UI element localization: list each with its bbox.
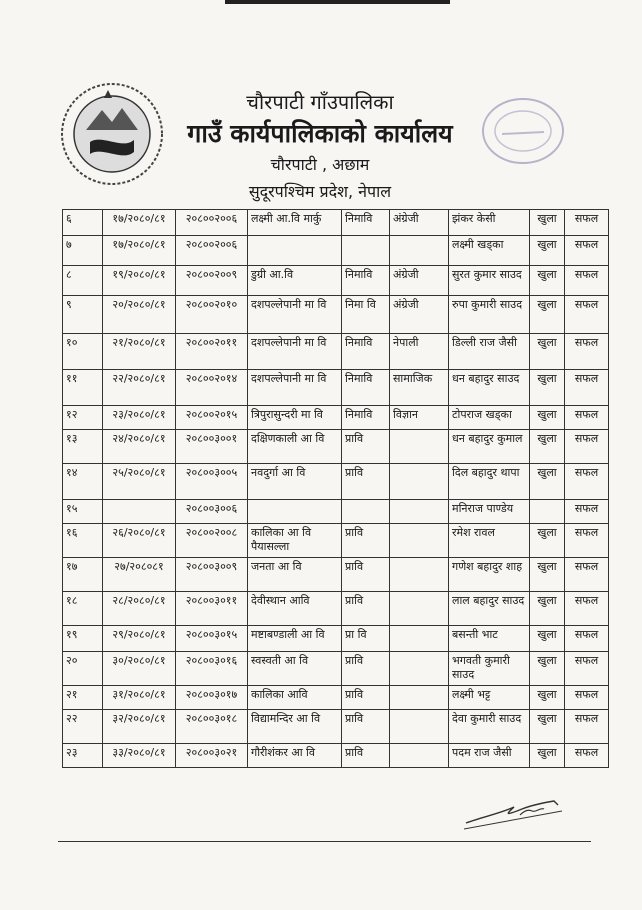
name-cell: देवा कुमारी साउद — [449, 710, 530, 744]
reg-cell: २०८००३०१७ — [176, 686, 248, 710]
name-cell: धन बहादुर साउद — [449, 370, 530, 406]
date-cell: ३१/२०८०/८१ — [103, 686, 176, 710]
school-cell: डुग्री आ.वि — [248, 266, 342, 296]
date-cell: १७/२०८०/८१ — [103, 236, 176, 266]
sn-cell: ८ — [63, 266, 103, 296]
school-cell — [248, 500, 342, 524]
table-row — [63, 406, 609, 430]
office-address: चौरपाटी , अछाम — [270, 155, 370, 174]
table-row — [63, 296, 609, 334]
date-cell: २३/२०८०/८१ — [103, 406, 176, 430]
sn-cell: १३ — [63, 430, 103, 464]
name-cell: रमेश रावल — [449, 524, 530, 558]
level-cell: निमावि — [342, 370, 390, 406]
reg-cell: २०८००३०१६ — [176, 652, 248, 686]
sn-cell: १६ — [63, 524, 103, 558]
name-cell: मनिराज पाण्डेय — [449, 500, 530, 524]
name-cell: पदम राज जैसी — [449, 744, 530, 768]
sn-cell: १८ — [63, 592, 103, 626]
table-row — [63, 266, 609, 296]
name-cell: भगवती कुमारी साउद — [449, 652, 530, 686]
name-cell: दिल बहादुर थापा — [449, 464, 530, 500]
type-cell: खुला — [530, 334, 565, 370]
school-cell: देवीस्थान आवि — [248, 592, 342, 626]
sn-cell: ७ — [63, 236, 103, 266]
reg-cell: २०८००३००१ — [176, 430, 248, 464]
result-cell: सफल — [565, 334, 609, 370]
subject-cell — [390, 710, 449, 744]
reg-cell: २०८००२००६ — [176, 236, 248, 266]
name-cell: रुपा कुमारी साउद — [449, 296, 530, 334]
type-cell: खुला — [530, 210, 565, 236]
result-cell: सफल — [565, 406, 609, 430]
reg-cell: २०८००३०१८ — [176, 710, 248, 744]
result-cell: सफल — [565, 236, 609, 266]
school-cell: मष्टाबण्डाली आ वि — [248, 626, 342, 652]
sn-cell: २१ — [63, 686, 103, 710]
subject-cell — [390, 744, 449, 768]
records-body — [63, 210, 609, 768]
reg-cell: २०८००२००६ — [176, 210, 248, 236]
name-cell: लक्ष्मी भट्ट — [449, 686, 530, 710]
sn-cell: १० — [63, 334, 103, 370]
result-cell: सफल — [565, 592, 609, 626]
school-cell: स्वस्वती आ वि — [248, 652, 342, 686]
table-row — [63, 464, 609, 500]
reg-cell: २०८००२०१५ — [176, 406, 248, 430]
level-cell: प्रावि — [342, 686, 390, 710]
type-cell: खुला — [530, 652, 565, 686]
signature-icon — [462, 793, 570, 833]
type-cell: खुला — [530, 430, 565, 464]
result-cell: सफल — [565, 430, 609, 464]
name-cell: लाल बहादुर साउद — [449, 592, 530, 626]
table-row — [63, 210, 609, 236]
date-cell: २८/२०८०/८१ — [103, 592, 176, 626]
date-cell: २२/२०८०/८१ — [103, 370, 176, 406]
name-cell: धन बहादुर कुमाल — [449, 430, 530, 464]
reg-cell: २०८००२०१० — [176, 296, 248, 334]
table-row — [63, 710, 609, 744]
municipality-name: चौरपाटी गाँउपालिका — [246, 90, 394, 114]
sn-cell: २२ — [63, 710, 103, 744]
subject-cell: अंग्रेजी — [390, 296, 449, 334]
sn-cell: १५ — [63, 500, 103, 524]
province-name: सुदूरपश्चिम प्रदेश, नेपाल — [248, 182, 392, 201]
sn-cell: ६ — [63, 210, 103, 236]
footer-rule — [58, 841, 591, 842]
type-cell: खुला — [530, 626, 565, 652]
table-row — [63, 334, 609, 370]
school-cell: लक्ष्मी आ.वि मार्कु — [248, 210, 342, 236]
type-cell: खुला — [530, 370, 565, 406]
table-row — [63, 524, 609, 558]
level-cell: निमावि — [342, 210, 390, 236]
type-cell — [530, 500, 565, 524]
reg-cell: २०८००३०११ — [176, 592, 248, 626]
date-cell: १७/२०८०/८१ — [103, 210, 176, 236]
subject-cell — [390, 626, 449, 652]
level-cell — [342, 500, 390, 524]
date-cell: २९/२०८०/८१ — [103, 626, 176, 652]
reg-cell: २०८००२००८ — [176, 524, 248, 558]
reg-cell: २०८००३०२१ — [176, 744, 248, 768]
reg-cell: २०८००३००९ — [176, 558, 248, 592]
date-cell: २१/२०८०/८१ — [103, 334, 176, 370]
office-title: गाउँ कार्यपालिकाको कार्यालय — [187, 119, 453, 148]
table-row — [63, 744, 609, 768]
sn-cell: ९ — [63, 296, 103, 334]
table-row — [63, 652, 609, 686]
office-stamp-icon — [480, 96, 566, 166]
name-cell: बसन्ती भाट — [449, 626, 530, 652]
school-cell: कालिका आ वि पैयासल्ला — [248, 524, 342, 558]
level-cell: प्रावि — [342, 464, 390, 500]
top-scan-bar — [225, 0, 450, 4]
reg-cell: २०८००३०१५ — [176, 626, 248, 652]
table-row — [63, 236, 609, 266]
result-cell: सफल — [565, 266, 609, 296]
type-cell: खुला — [530, 266, 565, 296]
school-cell: जनता आ वि — [248, 558, 342, 592]
date-cell: ३३/२०८०/८१ — [103, 744, 176, 768]
subject-cell — [390, 652, 449, 686]
subject-cell — [390, 592, 449, 626]
school-cell: दशपल्लेपानी मा वि — [248, 296, 342, 334]
subject-cell — [390, 500, 449, 524]
school-cell: दशपल्लेपानी मा वि — [248, 370, 342, 406]
date-cell: १९/२०८०/८१ — [103, 266, 176, 296]
table-row — [63, 558, 609, 592]
date-cell: २६/२०८०/८१ — [103, 524, 176, 558]
date-cell: २७/२०८०८१ — [103, 558, 176, 592]
subject-cell — [390, 686, 449, 710]
level-cell: प्रावि — [342, 430, 390, 464]
level-cell: प्रावि — [342, 652, 390, 686]
subject-cell — [390, 430, 449, 464]
sn-cell: १४ — [63, 464, 103, 500]
level-cell: निमावि — [342, 266, 390, 296]
level-cell: प्रावि — [342, 558, 390, 592]
result-cell: सफल — [565, 296, 609, 334]
date-cell — [103, 500, 176, 524]
date-cell: २४/२०८०/८१ — [103, 430, 176, 464]
result-cell: सफल — [565, 710, 609, 744]
type-cell: खुला — [530, 524, 565, 558]
level-cell: निमावि — [342, 406, 390, 430]
result-cell: सफल — [565, 524, 609, 558]
level-cell: प्रावि — [342, 744, 390, 768]
school-cell: गौरीशंकर आ वि — [248, 744, 342, 768]
subject-cell — [390, 524, 449, 558]
result-cell: सफल — [565, 370, 609, 406]
subject-cell: नेपाली — [390, 334, 449, 370]
name-cell: गणेश बहादुर शाह — [449, 558, 530, 592]
school-cell: विद्यामन्दिर आ वि — [248, 710, 342, 744]
type-cell: खुला — [530, 744, 565, 768]
subject-cell: सामाजिक — [390, 370, 449, 406]
school-cell: दक्षिणकाली आ वि — [248, 430, 342, 464]
table-row — [63, 592, 609, 626]
name-cell: लक्ष्मी खड्का — [449, 236, 530, 266]
subject-cell — [390, 464, 449, 500]
result-cell: सफल — [565, 500, 609, 524]
sn-cell: १२ — [63, 406, 103, 430]
subject-cell: विज्ञान — [390, 406, 449, 430]
date-cell: २५/२०८०/८१ — [103, 464, 176, 500]
date-cell: ३२/२०८०/८१ — [103, 710, 176, 744]
type-cell: खुला — [530, 464, 565, 500]
reg-cell: २०८००३००५ — [176, 464, 248, 500]
result-cell: सफल — [565, 744, 609, 768]
school-cell: नवदुर्गा आ वि — [248, 464, 342, 500]
type-cell: खुला — [530, 406, 565, 430]
school-cell: दशपल्लेपानी मा वि — [248, 334, 342, 370]
table-row — [63, 686, 609, 710]
result-cell: सफल — [565, 210, 609, 236]
reg-cell: २०८००३००६ — [176, 500, 248, 524]
table-row — [63, 370, 609, 406]
subject-cell — [390, 558, 449, 592]
result-cell: सफल — [565, 464, 609, 500]
sn-cell: ११ — [63, 370, 103, 406]
result-cell: सफल — [565, 652, 609, 686]
name-cell: सुरत कुमार साउद — [449, 266, 530, 296]
records-table — [62, 209, 609, 768]
table-row — [63, 430, 609, 464]
subject-cell — [390, 236, 449, 266]
sn-cell: १९ — [63, 626, 103, 652]
reg-cell: २०८००२०१४ — [176, 370, 248, 406]
sn-cell: २३ — [63, 744, 103, 768]
name-cell: डिल्ली राज जैसी — [449, 334, 530, 370]
reg-cell: २०८००२००९ — [176, 266, 248, 296]
date-cell: २०/२०८०/८१ — [103, 296, 176, 334]
level-cell: निमा वि — [342, 296, 390, 334]
school-cell — [248, 236, 342, 266]
type-cell: खुला — [530, 686, 565, 710]
name-cell: टोपराज खड्का — [449, 406, 530, 430]
level-cell: प्रावि — [342, 524, 390, 558]
type-cell: खुला — [530, 236, 565, 266]
level-cell: निमावि — [342, 334, 390, 370]
sn-cell: २० — [63, 652, 103, 686]
sn-cell: १७ — [63, 558, 103, 592]
school-cell: त्रिपुरासुन्दरी मा वि — [248, 406, 342, 430]
level-cell: प्रावि — [342, 710, 390, 744]
name-cell: झंकर केसी — [449, 210, 530, 236]
level-cell: प्रा वि — [342, 626, 390, 652]
type-cell: खुला — [530, 558, 565, 592]
subject-cell: अंग्रेजी — [390, 210, 449, 236]
result-cell: सफल — [565, 558, 609, 592]
reg-cell: २०८००२०११ — [176, 334, 248, 370]
type-cell: खुला — [530, 296, 565, 334]
level-cell: प्रावि — [342, 592, 390, 626]
table-row — [63, 500, 609, 524]
school-cell: कालिका आवि — [248, 686, 342, 710]
type-cell: खुला — [530, 592, 565, 626]
subject-cell: अंग्रेजी — [390, 266, 449, 296]
table-row — [63, 626, 609, 652]
result-cell: सफल — [565, 686, 609, 710]
level-cell — [342, 236, 390, 266]
result-cell: सफल — [565, 626, 609, 652]
date-cell: ३०/२०८०/८१ — [103, 652, 176, 686]
type-cell: खुला — [530, 710, 565, 744]
